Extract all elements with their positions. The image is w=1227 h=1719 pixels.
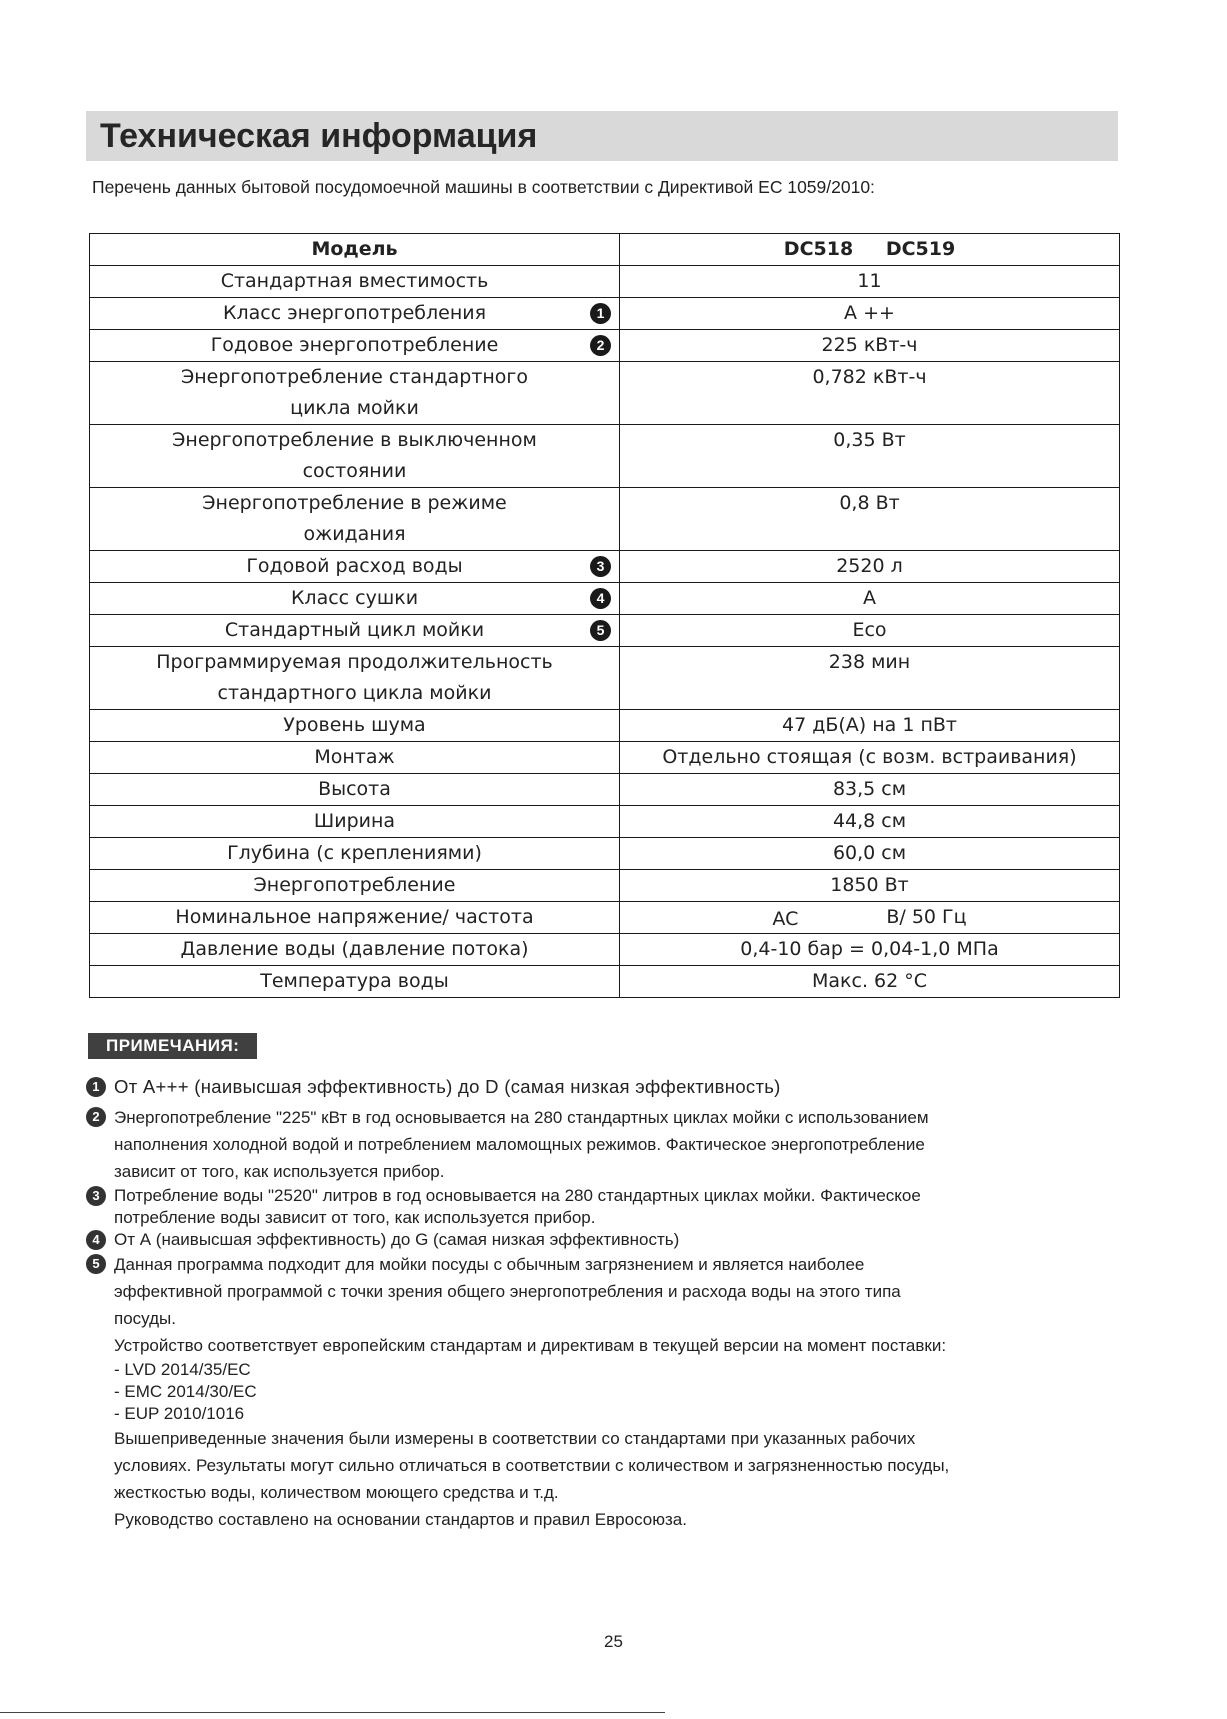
param-cell — [90, 330, 620, 362]
value-cell: 0,8 Вт — [620, 488, 1120, 551]
measured-text: жесткостью воды, количеством моющего средства и т.д. — [114, 1483, 559, 1502]
footnote-marker: 5 — [590, 620, 611, 641]
measured-text: Вышеприведенные значения были измерены в соответствии со стандартами при указанных рабочих — [114, 1429, 916, 1448]
param-cell — [90, 870, 620, 902]
param-label: Энергопотребление в выключенном состоянии — [172, 429, 537, 482]
note-2 — [86, 1104, 1126, 1185]
param-label: Энергопотребление стандартного цикла мойки — [180, 366, 529, 419]
param-cell — [90, 615, 620, 647]
param-label: Монтаж — [314, 746, 395, 768]
table-row — [90, 966, 1120, 998]
value-cell: 238 мин — [620, 647, 1120, 710]
standard-item: - LVD 2014/35/EC — [114, 1360, 251, 1379]
table-row — [90, 551, 1120, 583]
table-row — [90, 488, 1120, 551]
footnote-marker: 1 — [86, 1077, 106, 1097]
param-label: Годовой расход воды — [246, 555, 463, 577]
table-row — [90, 870, 1120, 902]
footnote-marker: 3 — [86, 1186, 106, 1206]
param-cell — [90, 966, 620, 998]
header-models — [620, 234, 1120, 266]
table-row — [90, 934, 1120, 966]
table-row — [90, 330, 1120, 362]
table-header-row — [90, 234, 1120, 266]
table-row — [90, 615, 1120, 647]
param-label: Энергопотребление в режиме ожидания — [202, 492, 507, 545]
table-row — [90, 266, 1120, 298]
value-cell: 83,5 см — [620, 774, 1120, 806]
notes-section — [86, 1074, 1126, 1533]
note-line: эффективной программой с точки зрения общего энергопотребления и расхода воды на этого типа — [114, 1282, 901, 1301]
note-5 — [86, 1251, 1126, 1332]
table-row — [90, 774, 1120, 806]
note-line: Данная программа подходит для мойки посуды с обычным загрязнением и является наиболее — [114, 1255, 865, 1274]
param-cell — [90, 362, 620, 425]
measured-text: условиях. Результаты могут сильно отличаться в соответствии с количеством и загрязненностью посуды, — [114, 1456, 950, 1475]
note-line: наполнения холодной водой и потреблением маломощных режимов. Фактическое энергопотребление — [114, 1135, 925, 1154]
param-cell — [90, 902, 620, 934]
value-cell — [620, 902, 1120, 934]
note-4 — [86, 1229, 1126, 1251]
value-cell: 44,8 см — [620, 806, 1120, 838]
param-label: Глубина (с креплениями) — [227, 842, 482, 864]
value-cell: 0,4-10 бар = 0,04-1,0 МПа — [620, 934, 1120, 966]
compliance-text: Устройство соответствует европейским стандартам и директивам в текущей версии на момент поставки: — [114, 1336, 947, 1355]
param-cell — [90, 488, 620, 551]
footnote-marker: 2 — [590, 335, 611, 356]
param-label: Номинальное напряжение/ частота — [175, 906, 534, 928]
table-row — [90, 742, 1120, 774]
standard-item: - EUP 2010/1016 — [114, 1404, 245, 1423]
note-line: посуды. — [114, 1309, 176, 1328]
footnote-marker: 2 — [86, 1107, 106, 1127]
note-text: От А+++ (наивысшая эффективность) до D (самая низкая эффективность) — [114, 1076, 781, 1097]
table-row — [90, 298, 1120, 330]
table-row — [90, 838, 1120, 870]
param-label: Энергопотребление — [253, 874, 456, 896]
param-label: Стандартная вместимость — [220, 270, 489, 292]
param-label: Давление воды (давление потока) — [180, 938, 529, 960]
param-label: Стандартный цикл мойки — [224, 619, 485, 641]
page-title: Техническая информация — [86, 111, 1118, 161]
param-label: Температура воды — [260, 970, 449, 992]
param-label: Класс сушки — [290, 587, 419, 609]
bottom-rule — [0, 1712, 665, 1713]
footnote-marker: 1 — [590, 303, 611, 324]
param-cell — [90, 647, 620, 710]
note-line: От А (наивысшая эффективность) до G (самая низкая эффективность) — [114, 1230, 680, 1249]
note-line: Энергопотребление "225" кВт в год основывается на 280 стандартных циклах мойки с использованием — [114, 1108, 929, 1127]
value-cell: 225 кВт-ч — [620, 330, 1120, 362]
value-cell: 47 дБ(А) на 1 пВт — [620, 710, 1120, 742]
footnote-marker: 5 — [86, 1254, 106, 1274]
manual-text: Руководство составлено на основании стандартов и правил Евросоюза. — [114, 1510, 687, 1529]
table-row — [90, 902, 1120, 934]
param-label: Уровень шума — [283, 714, 426, 736]
value-cell: Макс. 62 °С — [620, 966, 1120, 998]
value-cell: A ++ — [620, 298, 1120, 330]
table-row — [90, 362, 1120, 425]
value-cell: Eco — [620, 615, 1120, 647]
param-cell — [90, 298, 620, 330]
note-1 — [86, 1074, 1126, 1104]
intro-text: Перечень данных бытовой посудомоечной машины в соответствии с Директивой ЕС 1059/2010: — [92, 177, 875, 197]
note-line: зависит от того, как используется прибор. — [114, 1162, 445, 1181]
value-cell: A — [620, 583, 1120, 615]
param-label: Ширина — [313, 810, 396, 832]
footnote-marker: 4 — [86, 1230, 106, 1250]
param-label: Высота — [318, 778, 391, 800]
value-cell: 0,35 Вт — [620, 425, 1120, 488]
value-cell: 60,0 см — [620, 838, 1120, 870]
table-row — [90, 710, 1120, 742]
param-cell — [90, 583, 620, 615]
param-label: Класс энергопотребления — [222, 302, 487, 324]
standard-item: - EMC 2014/30/EC — [114, 1382, 257, 1401]
param-cell — [90, 266, 620, 298]
header-param: Модель — [90, 234, 620, 266]
note-3 — [86, 1185, 1126, 1229]
param-cell — [90, 774, 620, 806]
param-label: Годовое энергопотребление — [210, 334, 499, 356]
param-cell — [90, 710, 620, 742]
notes-heading: ПРИМЕЧАНИЯ: — [88, 1033, 257, 1059]
table-row — [90, 583, 1120, 615]
value-cell: Отдельно стоящая (с возм. встраивания) — [620, 742, 1120, 774]
param-cell — [90, 934, 620, 966]
param-cell — [90, 425, 620, 488]
param-cell — [90, 806, 620, 838]
spec-table — [89, 233, 1120, 998]
param-cell — [90, 838, 620, 870]
value-cell: 1850 Вт — [620, 870, 1120, 902]
table-row — [90, 806, 1120, 838]
table-row — [90, 425, 1120, 488]
table-row — [90, 647, 1120, 710]
value-cell: 0,782 кВт-ч — [620, 362, 1120, 425]
param-cell — [90, 551, 620, 583]
voltage-freq: В/ 50 Гц — [886, 906, 967, 928]
page-number: 25 — [604, 1632, 623, 1651]
model-a: DC518 — [783, 238, 854, 260]
note-line: потребление воды зависит от того, как используется прибор. — [114, 1208, 596, 1227]
value-cell: 11 — [620, 266, 1120, 298]
param-label: Программируемая продолжительность стандартного цикла мойки — [156, 651, 553, 704]
footnote-marker: 4 — [590, 588, 611, 609]
model-b: DC519 — [885, 238, 956, 260]
note-line: Потребление воды "2520" литров в год основывается на 280 стандартных циклах мойки. Фактическое — [114, 1186, 921, 1205]
footnote-marker: 3 — [590, 556, 611, 577]
param-cell — [90, 742, 620, 774]
voltage-ac: AC — [772, 908, 799, 930]
value-cell: 2520 л — [620, 551, 1120, 583]
